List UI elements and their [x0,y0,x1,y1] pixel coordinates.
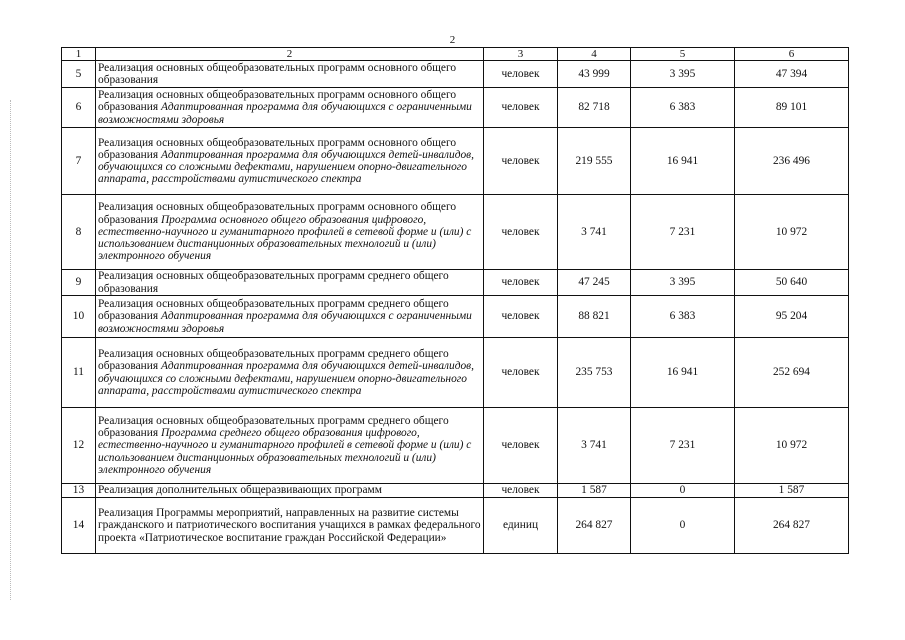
value-col5: 3 395 [631,270,735,296]
value-col4: 264 827 [558,498,631,554]
program-name-text: Реализация Программы мероприятий, направленных на развитие системы гражданского и патриотического воспитания учащихся в рамках федерального проекта «Патриотическое воспитание граждан Российской Федерации» [98,507,481,544]
program-name-text: Реализация дополнительных общеразвивающих программ [98,484,382,497]
table-row [62,61,849,88]
program-subtype: Адаптированная программа для обучающихся детей-инвалидов, обучающихся со сложными дефектами, нарушением опорно-двигательного аппарата, расстройствами аутистического спектра [98,148,474,186]
value-col4: 219 555 [558,128,631,195]
row-number: 14 [62,498,96,554]
unit-cell: человек [484,61,558,88]
program-name [96,408,484,484]
value-col4: 43 999 [558,61,631,88]
program-name [96,498,484,554]
row-number: 6 [62,88,96,128]
unit-cell: человек [484,128,558,195]
unit-cell: человек [484,338,558,408]
value-col4: 47 245 [558,270,631,296]
program-volume-table [61,47,849,554]
value-col6: 236 496 [735,128,849,195]
program-name [96,296,484,338]
row-number: 9 [62,270,96,296]
value-col6: 1 587 [735,484,849,498]
table-row [62,88,849,128]
value-col6: 47 394 [735,61,849,88]
value-col6: 264 827 [735,498,849,554]
program-name [96,88,484,128]
program-name-text: Реализация основных общеобразовательных программ основного общего образования [98,61,457,86]
value-col4: 82 718 [558,88,631,128]
program-name-text: Реализация основных общеобразовательных программ основного общего образования [98,201,457,226]
column-header: 1 [62,48,96,61]
column-header: 6 [735,48,849,61]
value-col4: 3 741 [558,195,631,270]
column-header: 3 [484,48,558,61]
row-number: 8 [62,195,96,270]
value-col5: 0 [631,498,735,554]
row-number: 13 [62,484,96,498]
unit-cell: человек [484,408,558,484]
value-col6: 10 972 [735,195,849,270]
row-number: 12 [62,408,96,484]
program-name [96,484,484,498]
program-name-text: Реализация основных общеобразовательных программ основного общего образования [98,89,457,114]
value-col5: 7 231 [631,408,735,484]
unit-cell: человек [484,195,558,270]
unit-cell: человек [484,88,558,128]
program-name [96,195,484,270]
value-col6: 89 101 [735,88,849,128]
program-name-text: Реализация основных общеобразовательных программ среднего общего образования [98,348,449,373]
value-col6: 252 694 [735,338,849,408]
value-col5: 3 395 [631,61,735,88]
row-number: 7 [62,128,96,195]
value-col4: 3 741 [558,408,631,484]
program-name [96,338,484,408]
table-row [62,195,849,270]
table-row [62,128,849,195]
program-name-text: Реализация основных общеобразовательных программ среднего общего образования [98,414,449,440]
value-col6: 95 204 [735,296,849,338]
table-row [62,338,849,408]
table-row [62,408,849,484]
unit-cell: единиц [484,498,558,554]
column-header: 4 [558,48,631,61]
value-col5: 16 941 [631,128,735,195]
value-col5: 6 383 [631,88,735,128]
value-col6: 50 640 [735,270,849,296]
value-col6: 10 972 [735,408,849,484]
scan-edge-artifact [10,100,12,600]
table-row [62,296,849,338]
value-col4: 88 821 [558,296,631,338]
program-subtype: Адаптированная программа для обучающихся детей-инвалидов, обучающихся со сложными дефектами, нарушением опорно-двигательного аппарата, расстройствами аутистического спектра [98,360,474,397]
table-row [62,484,849,498]
program-subtype: Адаптированная программа для обучающихся с ограниченными возможностями здоровья [98,310,472,335]
program-name [96,61,484,88]
program-name-text: Реализация основных общеобразовательных программ основного общего образования [98,136,457,161]
program-name [96,270,484,296]
unit-cell: человек [484,270,558,296]
unit-cell: человек [484,296,558,338]
value-col4: 1 587 [558,484,631,498]
value-col5: 6 383 [631,296,735,338]
program-name-text: Реализация основных общеобразовательных программ среднего общего образования [98,298,449,323]
value-col5: 16 941 [631,338,735,408]
program-subtype: Адаптированная программа для обучающихся с ограниченными возможностями здоровья [98,101,472,126]
table-row [62,270,849,296]
row-number: 5 [62,61,96,88]
value-col4: 235 753 [558,338,631,408]
table-row [62,498,849,554]
column-header: 5 [631,48,735,61]
unit-cell: человек [484,484,558,498]
program-name [96,128,484,195]
row-number: 11 [62,338,96,408]
program-name-text: Реализация основных общеобразовательных программ среднего общего образования [98,270,449,295]
program-subtype: Программа среднего общего образования цифрового, естественно-научного и гуманитарного профилей в сетевой форме и (или) с использованием дистанционных образовательных технологий и (или) электронного обучения [98,427,472,476]
row-number: 10 [62,296,96,338]
column-header: 2 [96,48,484,61]
page-number: 2 [449,34,456,46]
value-col5: 7 231 [631,195,735,270]
column-number-row [62,48,849,61]
program-subtype: Программа основного общего образования цифрового, естественно-научного и гуманитарного профилей в сетевой форме и (или) с использованием дистанционных образовательных технологий и (или) электронного обучения [98,213,472,263]
value-col5: 0 [631,484,735,498]
